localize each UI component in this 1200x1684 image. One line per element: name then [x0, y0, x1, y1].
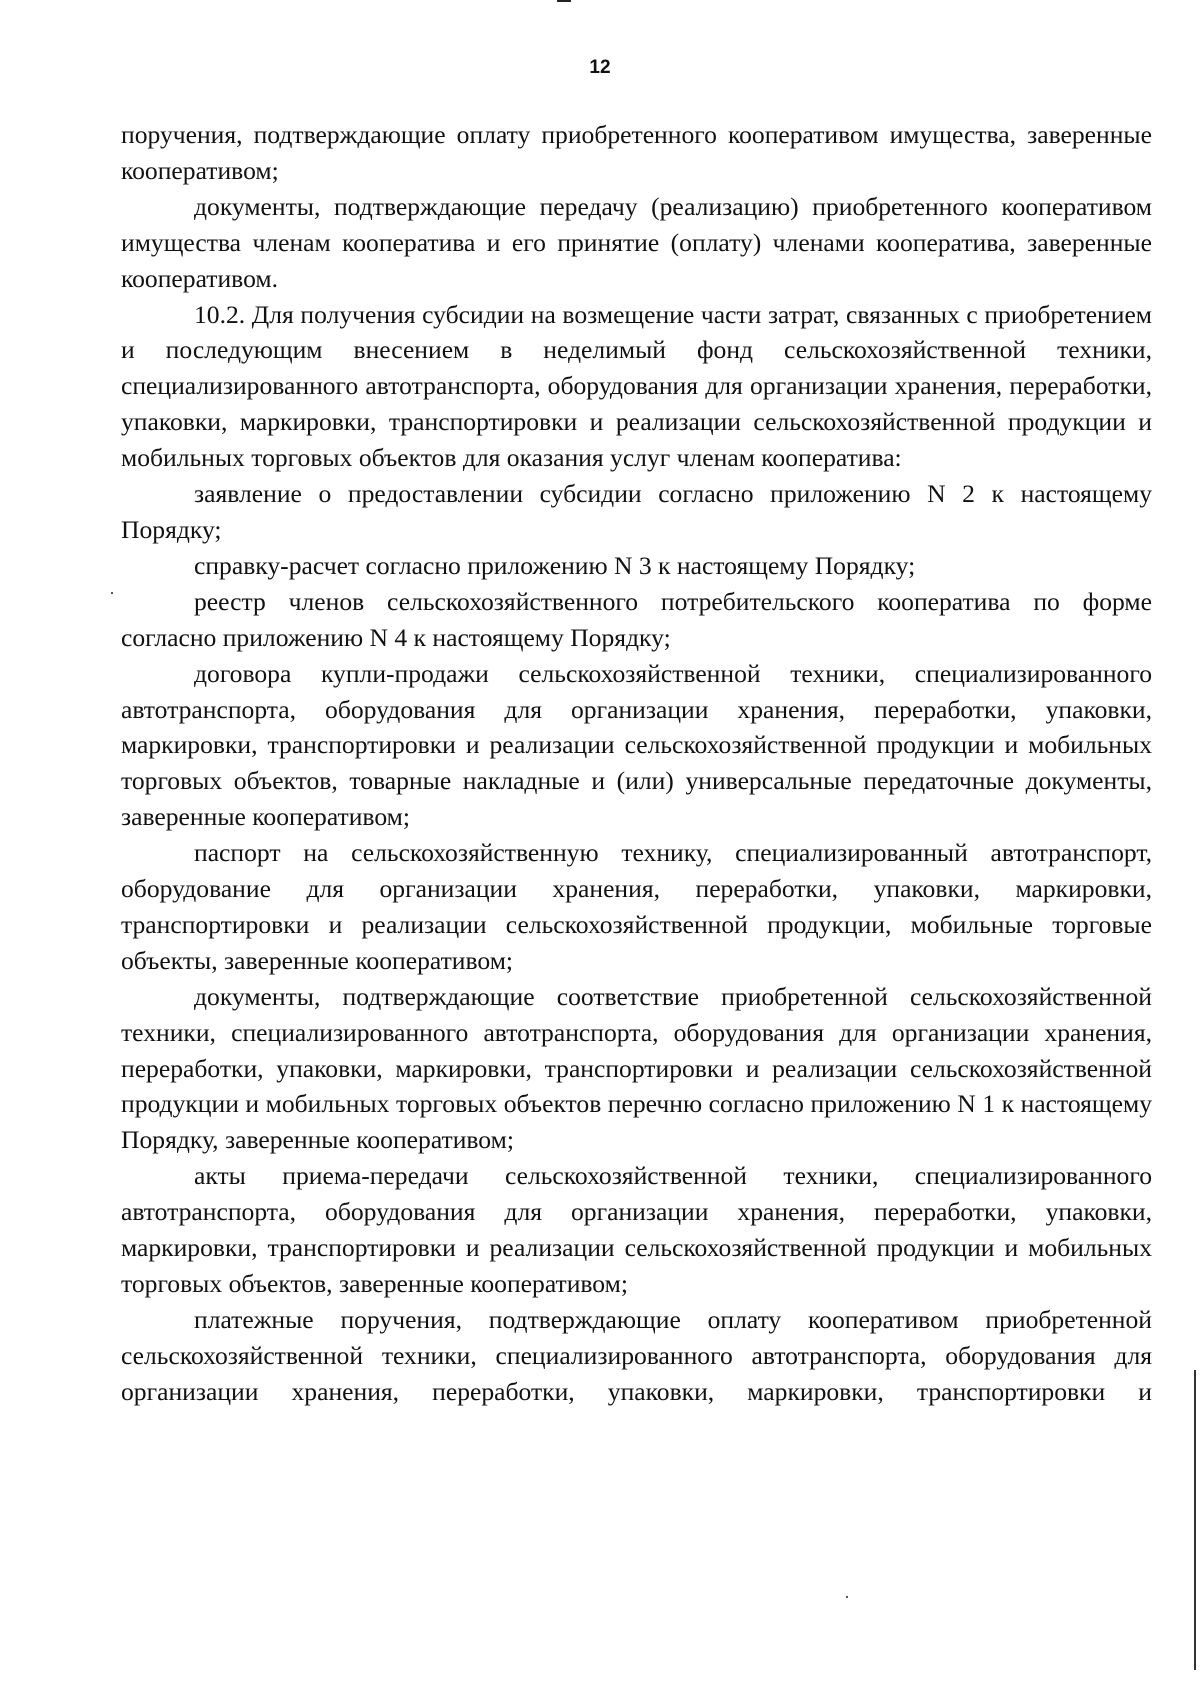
paragraph-continuation: поручения, подтверждающие оплату приобретенного кооперативом имущества, заверенные кооперативом;: [121, 120, 1152, 185]
scan-artifact-dot: [111, 592, 113, 594]
paragraph-section-10-2: 10.2. Для получения субсидии на возмещение части затрат, связанных с приобретением и последующим внесением в неделимый фонд сельскохозяйственной техники, специализированного автотранспорта, оборудования для организации хранения, переработки, упаковки, маркировки, транспортировки и реализации сельскохозяйственной продукции и мобильных торговых объектов для оказания услуг членам кооператива:: [121, 299, 1152, 473]
paragraph: заявление о предоставлении субсидии согласно приложению N 2 к настоящему Порядку;: [121, 479, 1152, 544]
page-number: 12: [589, 57, 611, 78]
paragraph: договора купли-продажи сельскохозяйственной техники, специализированного автотранспорта, оборудования для организации хранения, переработки, упаковки, маркировки, транспортировки и реализации сельскохозяйственной продукции и мобильных торговых объектов, товарные накладные и (или) универсальные передаточные документы, заверенные кооперативом;: [121, 658, 1152, 832]
paragraph: справку-расчет согласно приложению N 3 к настоящему Порядку;: [194, 550, 916, 580]
paragraph: документы, подтверждающие соответствие приобретенной сельскохозяйственной техники, специализированного автотранспорта, оборудования для организации хранения, переработки, упаковки, маркировки, транспортировки и реализации сельскохозяйственной продукции и мобильных торговых объектов перечню согласно приложению N 1 к настоящему Порядку, заверенные кооперативом;: [121, 981, 1152, 1155]
document-body: [121, 117, 1152, 1410]
scan-artifact-dot: [846, 1596, 848, 1598]
paragraph: реестр членов сельскохозяйственного потребительского кооператива по форме согласно приложению N 4 к настоящему Порядку;: [121, 586, 1152, 652]
paragraph: документы, подтверждающие передачу (реализацию) приобретенного кооперативом имущества членам кооператива и его принятие (оплату) членами кооператива, заверенные кооперативом.: [121, 191, 1152, 293]
paragraph: акты приема-передачи сельскохозяйственной техники, специализированного автотранспорта, оборудования для организации хранения, переработки, упаковки, маркировки, транспортировки и реализации сельскохозяйственной продукции и мобильных торговых объектов, заверенные кооперативом;: [121, 1161, 1152, 1298]
scan-artifact-right-edge: [1194, 1370, 1196, 1670]
scan-artifact-top: [557, 0, 571, 2]
paragraph: паспорт на сельскохозяйственную технику, специализированный автотранспорт, оборудование для организации хранения, переработки, упаковки, маркировки, транспортировки и реализации сельскохозяйственной продукции, мобильные торговые объекты, заверенные кооперативом;: [121, 838, 1152, 975]
paragraph-continues-next-page: платежные поручения, подтверждающие оплату кооперативом приобретенной сельскохозяйственной техники, специализированного автотранспорта, оборудования для организации хранения, переработки, упаковки, маркировки, транспортировки и: [121, 1304, 1152, 1406]
